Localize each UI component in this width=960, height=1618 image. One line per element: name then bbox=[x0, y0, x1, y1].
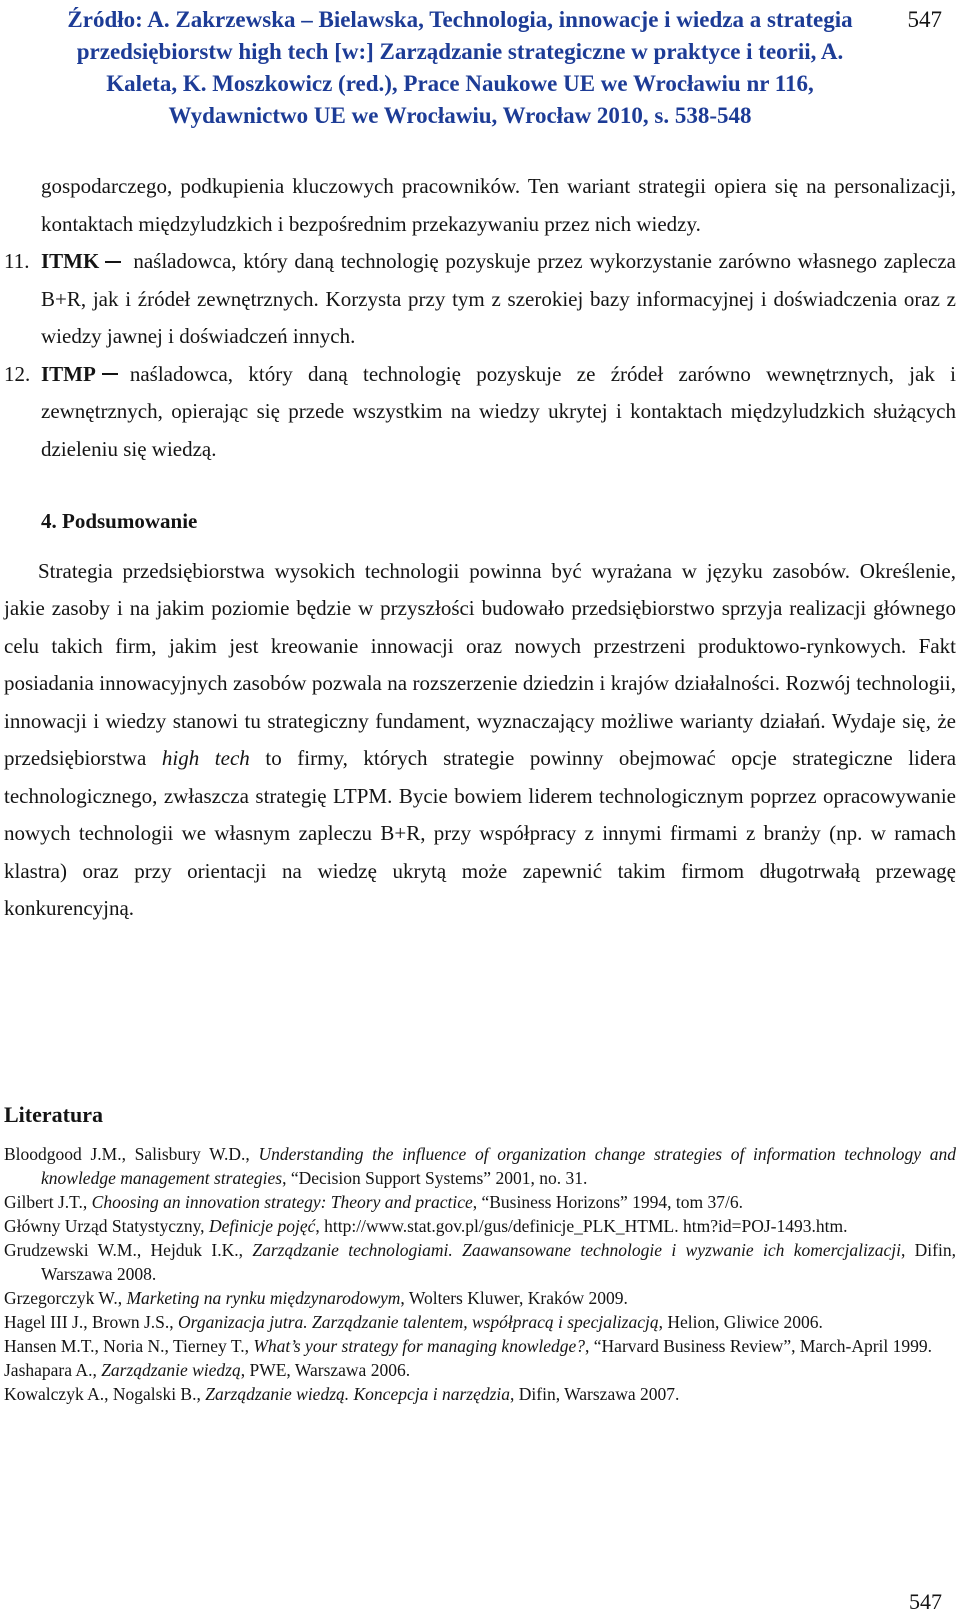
reference-author: Grudzewski W.M., Hejduk I.K., bbox=[4, 1240, 253, 1260]
reference-author: Kowalczyk A., Nogalski B., bbox=[4, 1384, 206, 1404]
page-number-bottom: 547 bbox=[909, 1589, 942, 1614]
reference-title: Organizacja jutra. Zarządzanie talentem, współpracą i specjalizacją bbox=[178, 1312, 659, 1332]
summary-text: to firmy, których strategie powinny obejmować opcje strategiczne lidera technologicznego, zwłaszcza strategię LTPM. Bycie bowiem liderem technologicznym poprzez opracowywanie nowych technologii we własnym zapleczu B+R, przy współpracy z innymi firmami z branży (np. w ramach klastra) oraz przy orientacji na wiedzę ukrytą może zapewnić takim firmom długotrwałą przewagę konkurencyjną. bbox=[4, 746, 957, 920]
list-item-text: naśladowca, który daną technologię pozyskuje ze źródeł zarówno wewnętrznych, jak i zewnętrznych, opierając się przede wszystkim na wiedzy ukrytej i kontaktach międzyludzkich służących dzieleniu się wiedzą. bbox=[41, 361, 956, 461]
reference-author: Hansen M.T., Noria N., Tierney T., bbox=[4, 1336, 254, 1356]
summary-text: Strategia przedsiębiorstwa wysokich technologii powinna być wyrażana w języku zasobów. Określenie, jakie zasoby i na jakim poziomie będzie w przyszłości budowało przedsiębiorstwo sprzyja realizacji głównego celu takich firm, jakim jest kreowanie innowacji oraz nowych przestrzeni produktowo-rynkowych. Fakt posiadania innowacyjnych zasobów pozwala na rozszerzenie dziedzin i krajów działalności. Rozwój technologii, innowacji i wiedzy stanowi tu strategiczny fundament, wyznaczający możliwe warianty działań. Wydaje się, że przedsiębiorstwa bbox=[4, 558, 956, 770]
reference-rest: , Difin, Warszawa 2007. bbox=[510, 1384, 680, 1404]
reference-item bbox=[4, 1334, 956, 1358]
reference-item bbox=[4, 1190, 956, 1214]
reference-rest: , Helion, Gliwice 2006. bbox=[658, 1312, 823, 1332]
reference-rest: , “Decision Support Systems” 2001, no. 31. bbox=[282, 1168, 588, 1188]
reference-item bbox=[4, 1238, 956, 1286]
source-line: Źródło: A. Zakrzewska – Bielawska, Technologia, innowacje i wiedza a strategia bbox=[67, 7, 853, 32]
summary-italic-term: high tech bbox=[161, 746, 250, 770]
reference-title: What’s your strategy for managing knowledge? bbox=[253, 1336, 586, 1356]
reference-item bbox=[4, 1310, 956, 1334]
reference-title: Understanding the influence of organization change strategies of information technology and knowledge management strategies bbox=[41, 1144, 957, 1188]
reference-list bbox=[4, 1142, 956, 1406]
list-item bbox=[4, 243, 956, 356]
reference-title: Zarządzanie technologiami. Zaawansowane technologie i wyzwanie ich komercjalizacji bbox=[252, 1240, 901, 1260]
summary-paragraph bbox=[4, 553, 956, 928]
reference-author: Gilbert J.T., bbox=[4, 1192, 92, 1212]
reference-title: Marketing na rynku międzynarodowym bbox=[126, 1288, 401, 1308]
reference-title: Definicje pojęć bbox=[208, 1216, 316, 1236]
reference-rest: , http://www.stat.gov.pl/gus/definicje_PLK_HTML. htm?id=POJ-1493.htm. bbox=[315, 1216, 848, 1236]
reference-rest: , PWE, Warszawa 2006. bbox=[240, 1360, 411, 1380]
reference-rest: , Wolters Kluwer, Kraków 2009. bbox=[400, 1288, 628, 1308]
reference-item bbox=[4, 1142, 956, 1190]
body-text bbox=[4, 168, 956, 928]
reference-item bbox=[4, 1358, 956, 1382]
list-item bbox=[4, 356, 956, 469]
reference-author: Główny Urząd Statystyczny, bbox=[4, 1216, 209, 1236]
source-citation bbox=[20, 4, 900, 132]
list-item-text: naśladowca, który daną technologię pozyskuje przez wykorzystanie zarówno własnego zaplecza B+R, jak i źródeł zewnętrznych. Korzysta przy tym z szerokiej bazy informacyjnej i doświadczenia oraz z wiedzy jawnej i doświadczeń innych. bbox=[41, 249, 956, 348]
source-line: Wydawnictwo UE we Wrocławiu, Wrocław 2010, s. 538-548 bbox=[168, 103, 752, 128]
reference-title: Zarządzanie wiedzą bbox=[101, 1360, 241, 1380]
list-item-term: ITMP bbox=[41, 361, 96, 386]
reference-rest: , “Business Horizons” 1994, tom 37/6. bbox=[472, 1192, 743, 1212]
reference-item bbox=[4, 1214, 956, 1238]
reference-item bbox=[4, 1286, 956, 1310]
dash-divider bbox=[105, 261, 121, 263]
reference-title: Zarządzanie wiedzą. Koncepcja i narzędzia bbox=[205, 1384, 511, 1404]
literature-heading: Literatura bbox=[4, 1102, 103, 1127]
reference-rest: , Difin, Warszawa 2008. bbox=[41, 1240, 956, 1284]
list-item-number: 11. bbox=[4, 249, 30, 273]
reference-author: Grzegorczyk W., bbox=[4, 1288, 127, 1308]
page-number-top: 547 bbox=[907, 7, 942, 32]
intro-continuation: gospodarczego, podkupienia kluczowych pracowników. Ten wariant strategii opiera się na personalizacji, kontaktach międzyludzkich i bezpośrednim przekazywaniu przez nich wiedzy. bbox=[41, 174, 956, 236]
reference-item bbox=[4, 1382, 956, 1406]
dash-divider bbox=[102, 373, 118, 375]
list-item-term: ITMK bbox=[41, 249, 100, 273]
reference-rest: , “Harvard Business Review”, March-April 1999. bbox=[585, 1336, 933, 1356]
reference-author: Bloodgood J.M., Salisbury W.D., bbox=[4, 1144, 259, 1164]
source-line: Kaleta, K. Moszkowicz (red.), Prace Naukowe UE we Wrocławiu nr 116, bbox=[106, 71, 814, 96]
reference-author: Jashapara A., bbox=[4, 1360, 102, 1380]
list-item-number: 12. bbox=[4, 361, 31, 386]
section-heading: 4. Podsumowanie bbox=[41, 509, 198, 533]
reference-title: Choosing an innovation strategy: Theory and practice bbox=[91, 1192, 473, 1212]
reference-author: Hagel III J., Brown J.S., bbox=[4, 1312, 179, 1332]
source-line: przedsiębiorstw high tech [w:] Zarządzanie strategiczne w praktyce i teorii, A. bbox=[76, 39, 844, 64]
